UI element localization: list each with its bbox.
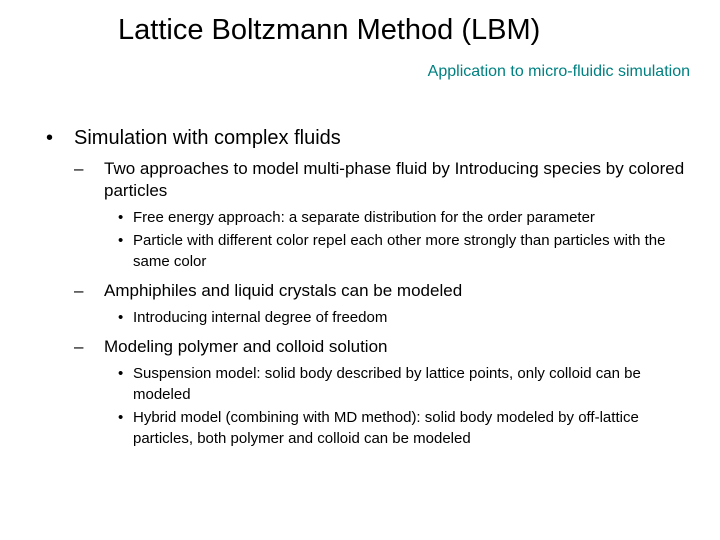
sub-bullet-amphiphiles bbox=[74, 280, 696, 302]
sub-sub-bullet-text: Suspension model: solid body described by lattice points, only colloid can be modeled bbox=[133, 365, 641, 403]
sub-sub-bullet bbox=[118, 230, 696, 272]
sub-sub-bullet bbox=[118, 363, 696, 405]
bullet-dot-icon: • bbox=[46, 127, 54, 149]
bullet-level1 bbox=[46, 126, 696, 150]
sub-sub-bullet bbox=[118, 207, 696, 228]
sub-sub-bullet-text: Free energy approach: a separate distribution for the order parameter bbox=[133, 209, 595, 226]
bullet-dash-icon: – bbox=[74, 159, 84, 178]
sub-sub-bullet bbox=[118, 307, 696, 328]
sub-sub-bullet-text: Particle with different color repel each other more strongly than particles with the same color bbox=[133, 232, 666, 270]
slide-subtitle: Application to micro-fluidic simulation bbox=[427, 63, 690, 80]
bullet-dot-icon: • bbox=[118, 409, 124, 426]
sub-sub-bullet-text: Introducing internal degree of freedom bbox=[133, 309, 388, 326]
sub-bullet-polymer bbox=[74, 336, 696, 358]
sub-bullet-text: Amphiphiles and liquid crystals can be modeled bbox=[104, 281, 463, 300]
bullet-dot-icon: • bbox=[118, 309, 124, 326]
bullet-dash-icon: – bbox=[74, 337, 84, 356]
sub-sub-bullet bbox=[118, 407, 696, 449]
sub-bullet-multiphase bbox=[74, 158, 696, 202]
bullet-text: Simulation with complex fluids bbox=[74, 127, 341, 149]
slide-title: Lattice Boltzmann Method (LBM) bbox=[118, 14, 541, 46]
bullet-dot-icon: • bbox=[118, 365, 124, 382]
bullet-dash-icon: – bbox=[74, 281, 84, 300]
sub-bullet-text: Two approaches to model multi-phase fluid by Introducing species by colored particles bbox=[104, 159, 685, 200]
sub-sub-bullet-text: Hybrid model (combining with MD method): solid body modeled by off-lattice particles, both polymer and colloid can be modeled bbox=[133, 409, 639, 447]
bullet-dot-icon: • bbox=[118, 209, 124, 226]
bullet-dot-icon: • bbox=[118, 232, 124, 249]
slide-content bbox=[46, 126, 696, 449]
sub-bullet-text: Modeling polymer and colloid solution bbox=[104, 337, 388, 356]
